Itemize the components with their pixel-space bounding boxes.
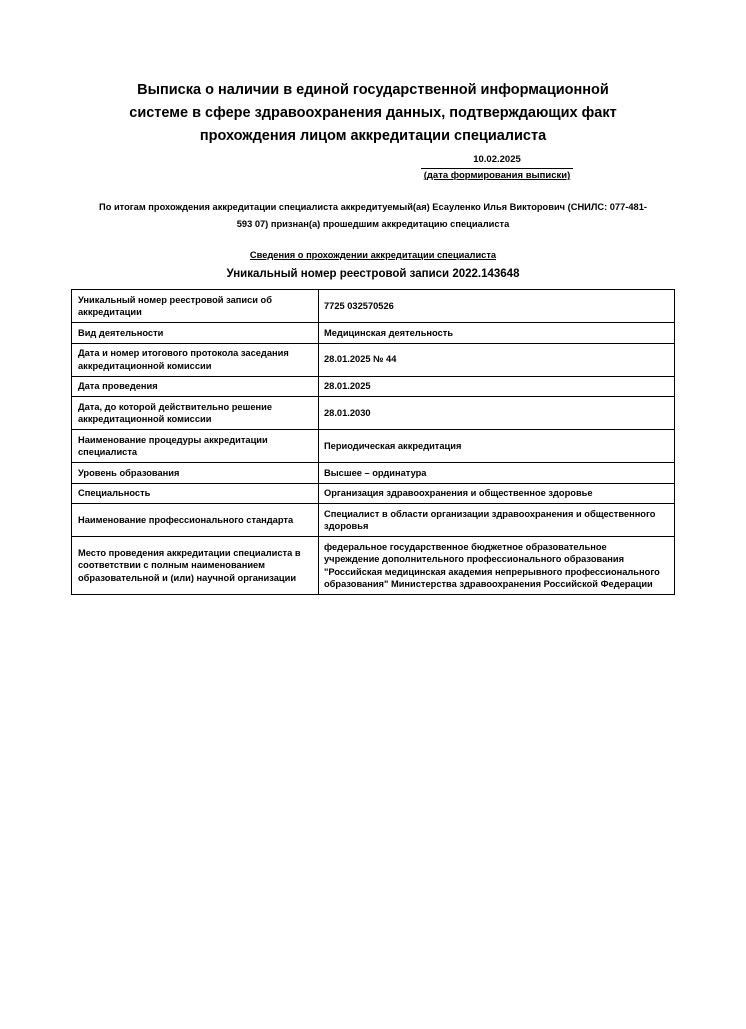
row-value: федеральное государственное бюджетное образовательное учреждение дополнительного профессионального образования "Российская медицинская академия непрерывного профессионального образования" Министерства здравоохранения Российской Федерации xyxy=(319,537,675,595)
row-value: Периодическая аккредитация xyxy=(319,430,675,463)
row-value: Организация здравоохранения и общественное здоровье xyxy=(319,483,675,504)
row-label: Дата, до которой действительно решение аккредитационной комиссии xyxy=(72,397,319,430)
table-row xyxy=(72,463,675,484)
extract-date: 10.02.2025 xyxy=(421,154,573,169)
table-row xyxy=(72,323,675,344)
row-label: Уровень образования xyxy=(72,463,319,484)
row-label: Дата проведения xyxy=(72,376,319,397)
table-row xyxy=(72,290,675,323)
table-row xyxy=(72,483,675,504)
table-row xyxy=(72,504,675,537)
row-value: 7725 032570526 xyxy=(319,290,675,323)
table-row xyxy=(72,430,675,463)
row-label: Наименование профессионального стандарта xyxy=(72,504,319,537)
document-title xyxy=(0,0,746,148)
row-label: Вид деятельности xyxy=(72,323,319,344)
intro-paragraph xyxy=(0,199,746,233)
row-value: Высшее – ординатура xyxy=(319,463,675,484)
table-row xyxy=(72,397,675,430)
table-row xyxy=(72,376,675,397)
row-label: Дата и номер итогового протокола заседания аккредитационной комиссии xyxy=(72,343,319,376)
extract-date-block xyxy=(412,154,582,182)
row-label: Место проведения аккредитации специалиста в соответствии с полным наименованием образовательной и (или) научной организации xyxy=(72,537,319,595)
row-value: 28.01.2025 xyxy=(319,376,675,397)
intro-line: По итогам прохождения аккредитации специалиста аккредитуемый(ая) Есауленко Илья Викторович (СНИЛС: 077-481- xyxy=(99,202,647,212)
row-label: Специальность xyxy=(72,483,319,504)
accreditation-table-body xyxy=(72,290,675,595)
row-label: Наименование процедуры аккредитации специалиста xyxy=(72,430,319,463)
document-title-line: прохождения лицом аккредитации специалиста xyxy=(199,128,547,144)
intro-line: 593 07) признан(а) прошедшим аккредитацию специалиста xyxy=(236,219,510,229)
document-title-line: Выписка о наличии в единой государственной информационной xyxy=(137,82,609,98)
row-value: 28.01.2025 № 44 xyxy=(319,343,675,376)
row-value: Специалист в области организации здравоохранения и общественного здоровья xyxy=(319,504,675,537)
row-value: Медицинская деятельность xyxy=(319,323,675,344)
accreditation-table xyxy=(71,289,675,595)
extract-date-caption: (дата формирования выписки) xyxy=(423,170,571,181)
registry-number-heading: Уникальный номер реестровой записи 2022.143648 xyxy=(226,268,520,280)
table-row xyxy=(72,537,675,595)
document-title-line: системе в сфере здравоохранения данных, подтверждающих факт xyxy=(129,105,617,121)
row-label: Уникальный номер реестровой записи об аккредитации xyxy=(72,290,319,323)
row-value: 28.01.2030 xyxy=(319,397,675,430)
section-heading: Сведения о прохождении аккредитации специалиста xyxy=(249,250,497,260)
table-row xyxy=(72,343,675,376)
